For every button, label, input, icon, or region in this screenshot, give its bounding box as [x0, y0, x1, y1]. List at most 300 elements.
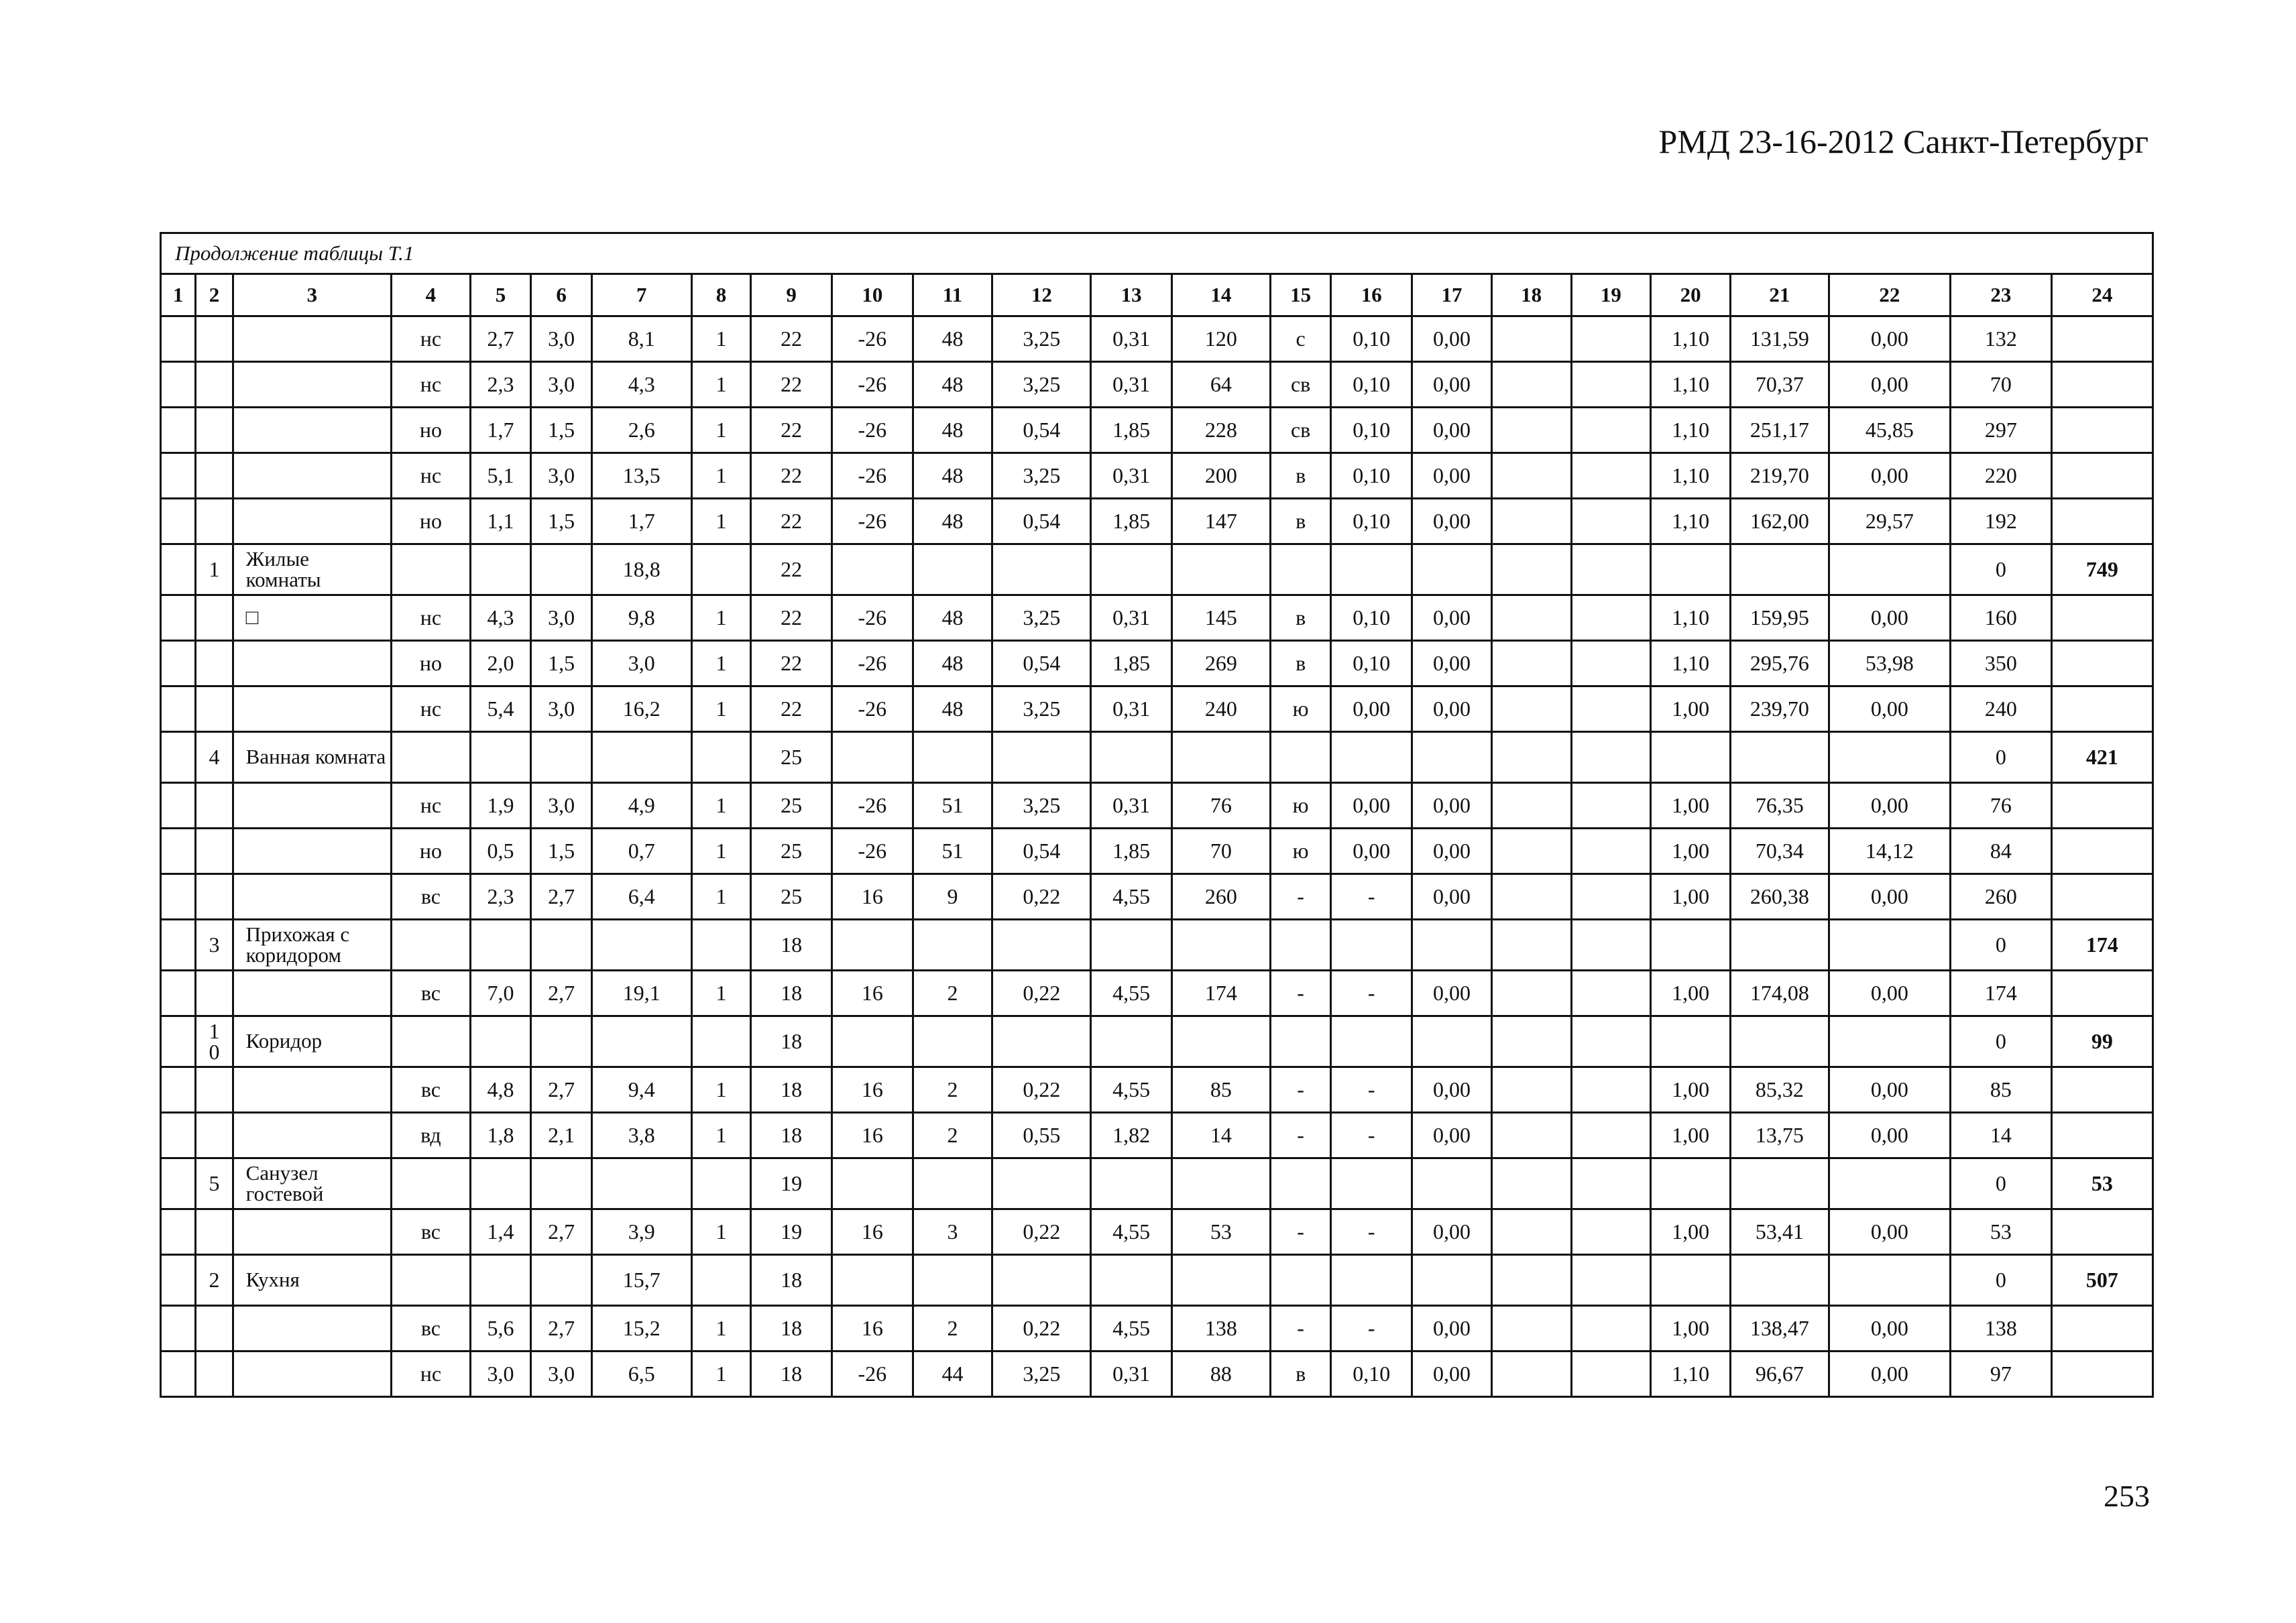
table-cell: 48 — [913, 499, 992, 544]
table-cell: 16 — [831, 1209, 913, 1255]
table-cell: 2 — [913, 1306, 992, 1351]
table-row — [161, 1113, 2153, 1158]
room-row — [161, 732, 2153, 783]
table-cell: нс — [392, 1351, 471, 1397]
table-cell — [691, 1255, 751, 1306]
table-cell — [831, 920, 913, 971]
table-cell — [2051, 408, 2152, 453]
table-cell — [161, 1016, 196, 1067]
table-cell: 16 — [831, 874, 913, 920]
table-cell: 0,00 — [1829, 1306, 1950, 1351]
table-cell: 22 — [751, 316, 832, 362]
table-cell: 15,7 — [591, 1255, 691, 1306]
table-cell — [1571, 316, 1651, 362]
table-cell — [591, 1158, 691, 1209]
table-cell — [1412, 1255, 1492, 1306]
table-cell: 2,1 — [531, 1113, 592, 1158]
table-cell — [1491, 453, 1571, 499]
table-cell: 2,7 — [531, 971, 592, 1016]
table-cell: 13,75 — [1730, 1113, 1829, 1158]
table-cell — [1091, 1255, 1172, 1306]
table-cell: 76 — [1171, 783, 1270, 829]
table-cell — [913, 1255, 992, 1306]
table-cell — [1491, 1255, 1571, 1306]
table-cell — [1171, 1255, 1270, 1306]
table-cell — [161, 971, 196, 1016]
table-cell — [233, 362, 391, 408]
table-cell — [1091, 1158, 1172, 1209]
table-cell — [161, 316, 196, 362]
table-cell: 1,00 — [1651, 874, 1731, 920]
table-cell — [992, 1016, 1091, 1067]
table-cell: 0,00 — [1829, 971, 1950, 1016]
table-cell: 0,00 — [1829, 874, 1950, 920]
room-row — [161, 1255, 2153, 1306]
table-cell: 1,5 — [531, 829, 592, 874]
table-cell: 0,00 — [1412, 783, 1492, 829]
table-cell: 22 — [751, 362, 832, 408]
table-cell: 200 — [1171, 453, 1270, 499]
table-cell: 0,00 — [1412, 408, 1492, 453]
table-cell: 0,22 — [992, 971, 1091, 1016]
table-cell: 0,00 — [1412, 499, 1492, 544]
table-cell — [233, 453, 391, 499]
column-header: 10 — [831, 274, 913, 316]
table-cell: - — [1331, 874, 1412, 920]
table-cell — [1091, 732, 1172, 783]
table-cell: 22 — [751, 595, 832, 641]
table-cell: 240 — [1950, 686, 2051, 732]
table-cell: 1,85 — [1091, 641, 1172, 686]
table-cell — [1571, 408, 1651, 453]
table-cell: 260 — [1171, 874, 1270, 920]
table-cell — [831, 1016, 913, 1067]
table-cell — [1412, 920, 1492, 971]
table-cell: 3,0 — [531, 686, 592, 732]
column-header: 15 — [1270, 274, 1331, 316]
table-cell: но — [392, 408, 471, 453]
table-cell: 4,55 — [1091, 874, 1172, 920]
table-cell: 0,00 — [1412, 316, 1492, 362]
table-cell: 0,00 — [1412, 686, 1492, 732]
column-header: 16 — [1331, 274, 1412, 316]
table-cell: -26 — [831, 362, 913, 408]
table-cell: 0,00 — [1412, 829, 1492, 874]
table-cell: 0,54 — [992, 499, 1091, 544]
table-cell: 0,22 — [992, 1067, 1091, 1113]
table-cell: 18 — [751, 1306, 832, 1351]
table-cell — [1651, 920, 1731, 971]
table-cell — [196, 686, 233, 732]
table-cell — [161, 1209, 196, 1255]
table-cell — [196, 1209, 233, 1255]
table-cell: - — [1331, 1067, 1412, 1113]
table-cell: 2,7 — [470, 316, 531, 362]
table-cell: 88 — [1171, 1351, 1270, 1397]
table-cell — [1491, 920, 1571, 971]
table-cell: 3,0 — [531, 362, 592, 408]
table-cell — [1491, 971, 1571, 1016]
table-cell: 2 — [913, 1113, 992, 1158]
table-cell: 6,4 — [591, 874, 691, 920]
table-cell: 70,34 — [1730, 829, 1829, 874]
table-cell — [1571, 971, 1651, 1016]
table-cell: 0,54 — [992, 641, 1091, 686]
table-cell — [831, 544, 913, 595]
table-cell — [1491, 783, 1571, 829]
column-header: 7 — [591, 274, 691, 316]
table-cell: 0,5 — [470, 829, 531, 874]
table-cell — [1491, 1158, 1571, 1209]
table-cell — [233, 1209, 391, 1255]
table-cell — [1412, 1016, 1492, 1067]
table-cell — [1571, 1016, 1651, 1067]
data-table — [160, 232, 2154, 1398]
table-cell: 9,8 — [591, 595, 691, 641]
table-cell: 2,6 — [591, 408, 691, 453]
table-cell: 48 — [913, 686, 992, 732]
table-cell — [831, 1255, 913, 1306]
table-cell — [1270, 920, 1331, 971]
table-cell: 228 — [1171, 408, 1270, 453]
table-cell: 3,25 — [992, 1351, 1091, 1397]
table-cell: - — [1270, 1209, 1331, 1255]
table-cell: 1 — [691, 829, 751, 874]
table-cell: 0,10 — [1331, 362, 1412, 408]
document-header: РМД 23-16-2012 Санкт-Петербург — [1658, 123, 2148, 160]
table-cell: 15,2 — [591, 1306, 691, 1351]
table-cell: 1,00 — [1651, 1209, 1731, 1255]
table-cell — [233, 499, 391, 544]
table-cell: 0,10 — [1331, 408, 1412, 453]
table-cell: 48 — [913, 595, 992, 641]
table-cell — [1651, 1255, 1731, 1306]
table-cell: 48 — [913, 641, 992, 686]
table-cell — [2051, 362, 2152, 408]
table-cell: Ванная комната — [233, 732, 391, 783]
room-row — [161, 1158, 2153, 1209]
column-header: 3 — [233, 274, 391, 316]
table-cell — [1571, 1306, 1651, 1351]
table-cell: 76,35 — [1730, 783, 1829, 829]
table-cell: 18 — [751, 971, 832, 1016]
table-cell: 1,9 — [470, 783, 531, 829]
table-cell: 3,25 — [992, 453, 1091, 499]
table-cell: вс — [392, 971, 471, 1016]
table-cell: 16,2 — [591, 686, 691, 732]
table-cell — [1571, 1113, 1651, 1158]
table-cell — [2051, 641, 2152, 686]
table-cell — [470, 920, 531, 971]
table-cell — [1091, 920, 1172, 971]
table-cell: 53 — [2051, 1158, 2152, 1209]
table-cell: 5,1 — [470, 453, 531, 499]
table-cell — [1171, 1158, 1270, 1209]
table-cell — [161, 1067, 196, 1113]
table-cell: 1 — [691, 641, 751, 686]
table-cell: в — [1270, 1351, 1331, 1397]
table-cell: 138 — [1950, 1306, 2051, 1351]
table-cell: 0,10 — [1331, 453, 1412, 499]
table-cell: 0,31 — [1091, 362, 1172, 408]
table-cell: 1,7 — [470, 408, 531, 453]
table-cell — [1331, 1016, 1412, 1067]
table-cell: 1 — [691, 783, 751, 829]
table-cell: в — [1270, 595, 1331, 641]
table-cell: 0,00 — [1412, 874, 1492, 920]
table-cell: 18 — [751, 920, 832, 971]
column-header: 12 — [992, 274, 1091, 316]
table-cell: 14,12 — [1829, 829, 1950, 874]
table-cell: 22 — [751, 686, 832, 732]
table-cell: ю — [1270, 686, 1331, 732]
table-cell — [1730, 1016, 1829, 1067]
table-cell: 174,08 — [1730, 971, 1829, 1016]
table-cell — [1491, 499, 1571, 544]
table-cell — [2051, 686, 2152, 732]
page-number: 253 — [2104, 1479, 2150, 1513]
table-cell — [196, 641, 233, 686]
table-cell — [1270, 1158, 1331, 1209]
table-cell: 260 — [1950, 874, 2051, 920]
table-cell — [1829, 1255, 1950, 1306]
table-cell — [161, 1255, 196, 1306]
table-cell — [691, 732, 751, 783]
table-cell: 0,00 — [1412, 641, 1492, 686]
table-cell — [1331, 1255, 1412, 1306]
table-cell — [1491, 874, 1571, 920]
table-cell — [1331, 920, 1412, 971]
table-cell — [831, 732, 913, 783]
table-cell: -26 — [831, 829, 913, 874]
table-cell: 145 — [1171, 595, 1270, 641]
room-row — [161, 544, 2153, 595]
table-cell — [196, 1306, 233, 1351]
table-cell: 1,85 — [1091, 408, 1172, 453]
table-cell — [196, 408, 233, 453]
table-cell — [233, 686, 391, 732]
table-cell: 1 — [691, 316, 751, 362]
table-cell — [233, 783, 391, 829]
table-cell: 0,00 — [1829, 1351, 1950, 1397]
table-cell — [1331, 1158, 1412, 1209]
table-cell: в — [1270, 453, 1331, 499]
table-cell: 97 — [1950, 1351, 2051, 1397]
table-cell: 1 — [691, 1113, 751, 1158]
table-cell: - — [1270, 1306, 1331, 1351]
table-cell — [233, 316, 391, 362]
table-cell — [233, 971, 391, 1016]
table-cell: 1 — [691, 362, 751, 408]
table-cell — [1091, 1016, 1172, 1067]
table-cell: 18 — [751, 1113, 832, 1158]
table-cell: 0,00 — [1412, 1113, 1492, 1158]
table-cell: 4,3 — [591, 362, 691, 408]
table-cell: 70,37 — [1730, 362, 1829, 408]
table-cell: 1,00 — [1651, 829, 1731, 874]
table-cell: 1,00 — [1651, 686, 1731, 732]
table-cell: 1,1 — [470, 499, 531, 544]
table-cell: 70 — [1950, 362, 2051, 408]
table-cell: 8,1 — [591, 316, 691, 362]
table-cell — [196, 1067, 233, 1113]
table-cell: 1,8 — [470, 1113, 531, 1158]
table-cell: -26 — [831, 783, 913, 829]
table-cell — [2051, 1067, 2152, 1113]
column-header: 21 — [1730, 274, 1829, 316]
table-row — [161, 453, 2153, 499]
table-cell — [1491, 316, 1571, 362]
table-cell: 51 — [913, 829, 992, 874]
table-cell: 0,00 — [1412, 1306, 1492, 1351]
table-cell: 0,00 — [1829, 686, 1950, 732]
table-cell — [1829, 544, 1950, 595]
table-cell: вс — [392, 1306, 471, 1351]
table-row — [161, 686, 2153, 732]
table-cell: 1,10 — [1651, 595, 1731, 641]
table-cell — [1571, 1158, 1651, 1209]
table-cell — [196, 453, 233, 499]
table-cell — [913, 920, 992, 971]
table-cell: 1 — [691, 971, 751, 1016]
table-cell: 0 — [1950, 1255, 2051, 1306]
table-cell: 174 — [2051, 920, 2152, 971]
table-cell: 0,54 — [992, 829, 1091, 874]
table-row — [161, 408, 2153, 453]
table-cell: 1,10 — [1651, 641, 1731, 686]
table-cell: -26 — [831, 499, 913, 544]
table-cell — [1491, 1306, 1571, 1351]
table-cell — [1491, 1016, 1571, 1067]
table-cell — [196, 971, 233, 1016]
table-cell: 70 — [1171, 829, 1270, 874]
table-cell — [1491, 595, 1571, 641]
table-cell: нс — [392, 316, 471, 362]
table-cell: 3 — [913, 1209, 992, 1255]
table-cell: 1,85 — [1091, 499, 1172, 544]
table-cell: 0,7 — [591, 829, 691, 874]
table-cell — [2051, 971, 2152, 1016]
table-cell: 29,57 — [1829, 499, 1950, 544]
table-cell — [992, 544, 1091, 595]
table-cell — [392, 1016, 471, 1067]
table-cell: но — [392, 641, 471, 686]
table-cell: нс — [392, 453, 471, 499]
table-cell: 51 — [913, 783, 992, 829]
room-row — [161, 920, 2153, 971]
table-cell: 18 — [751, 1351, 832, 1397]
column-header: 20 — [1651, 274, 1731, 316]
table-cell: 22 — [751, 408, 832, 453]
table-cell — [1171, 920, 1270, 971]
table-cell: 16 — [831, 1067, 913, 1113]
table-cell — [233, 641, 391, 686]
table-cell — [1571, 732, 1651, 783]
table-cell: 1 — [691, 1209, 751, 1255]
table-row — [161, 595, 2153, 641]
table-cell: 162,00 — [1730, 499, 1829, 544]
table-cell — [2051, 595, 2152, 641]
table-cell — [1491, 1113, 1571, 1158]
table-cell: -26 — [831, 453, 913, 499]
table-cell: 2,0 — [470, 641, 531, 686]
column-header: 2 — [196, 274, 233, 316]
table-cell: 2,7 — [531, 874, 592, 920]
table-cell: 25 — [751, 829, 832, 874]
table-cell: 99 — [2051, 1016, 2152, 1067]
table-cell — [1491, 829, 1571, 874]
table-cell: 421 — [2051, 732, 2152, 783]
table-cell: с — [1270, 316, 1331, 362]
table-cell — [1651, 1016, 1731, 1067]
table-cell — [2051, 1113, 2152, 1158]
table-cell: -26 — [831, 408, 913, 453]
table-cell — [1730, 1158, 1829, 1209]
table-cell: 2,3 — [470, 362, 531, 408]
table-cell — [1571, 829, 1651, 874]
table-cell: 1 — [691, 453, 751, 499]
table-cell: 0,00 — [1331, 783, 1412, 829]
table-cell — [1571, 686, 1651, 732]
table-cell: 3,25 — [992, 316, 1091, 362]
table-row — [161, 1209, 2153, 1255]
table-cell: 138,47 — [1730, 1306, 1829, 1351]
table-cell — [1571, 453, 1651, 499]
column-header: 14 — [1171, 274, 1270, 316]
table-cell: 48 — [913, 316, 992, 362]
table-cell — [1829, 732, 1950, 783]
table-cell — [1571, 362, 1651, 408]
table-cell: 2,7 — [531, 1209, 592, 1255]
table-cell — [161, 920, 196, 971]
table-cell: нс — [392, 686, 471, 732]
table-cell: 16 — [831, 1113, 913, 1158]
table-cell: 0,00 — [1412, 362, 1492, 408]
table-cell: 4,9 — [591, 783, 691, 829]
table-cell: 0,00 — [1829, 1209, 1950, 1255]
table-cell — [1412, 1158, 1492, 1209]
table-cell — [233, 408, 391, 453]
column-header: 13 — [1091, 274, 1172, 316]
table-cell — [1730, 732, 1829, 783]
table-cell: 84 — [1950, 829, 2051, 874]
table-cell — [913, 1158, 992, 1209]
table-cell: 16 — [831, 971, 913, 1016]
table-cell: - — [1331, 1209, 1412, 1255]
table-cell: 3,0 — [531, 783, 592, 829]
table-cell: 120 — [1171, 316, 1270, 362]
table-cell — [992, 732, 1091, 783]
table-cell: 0,31 — [1091, 453, 1172, 499]
table-cell — [392, 1158, 471, 1209]
table-cell — [161, 499, 196, 544]
table-cell — [161, 783, 196, 829]
table-cell — [1571, 1255, 1651, 1306]
table-cell: 5 — [196, 1158, 233, 1209]
table-cell — [1571, 544, 1651, 595]
table-cell: св — [1270, 362, 1331, 408]
table-cell: 0,31 — [1091, 316, 1172, 362]
table-cell: - — [1331, 1306, 1412, 1351]
table-cell: 1 — [691, 499, 751, 544]
table-cell — [392, 544, 471, 595]
table-cell — [161, 595, 196, 641]
table-cell — [1331, 732, 1412, 783]
table-cell — [392, 920, 471, 971]
table-cell: 159,95 — [1730, 595, 1829, 641]
table-cell: 3,25 — [992, 362, 1091, 408]
table-cell: 1 — [691, 595, 751, 641]
